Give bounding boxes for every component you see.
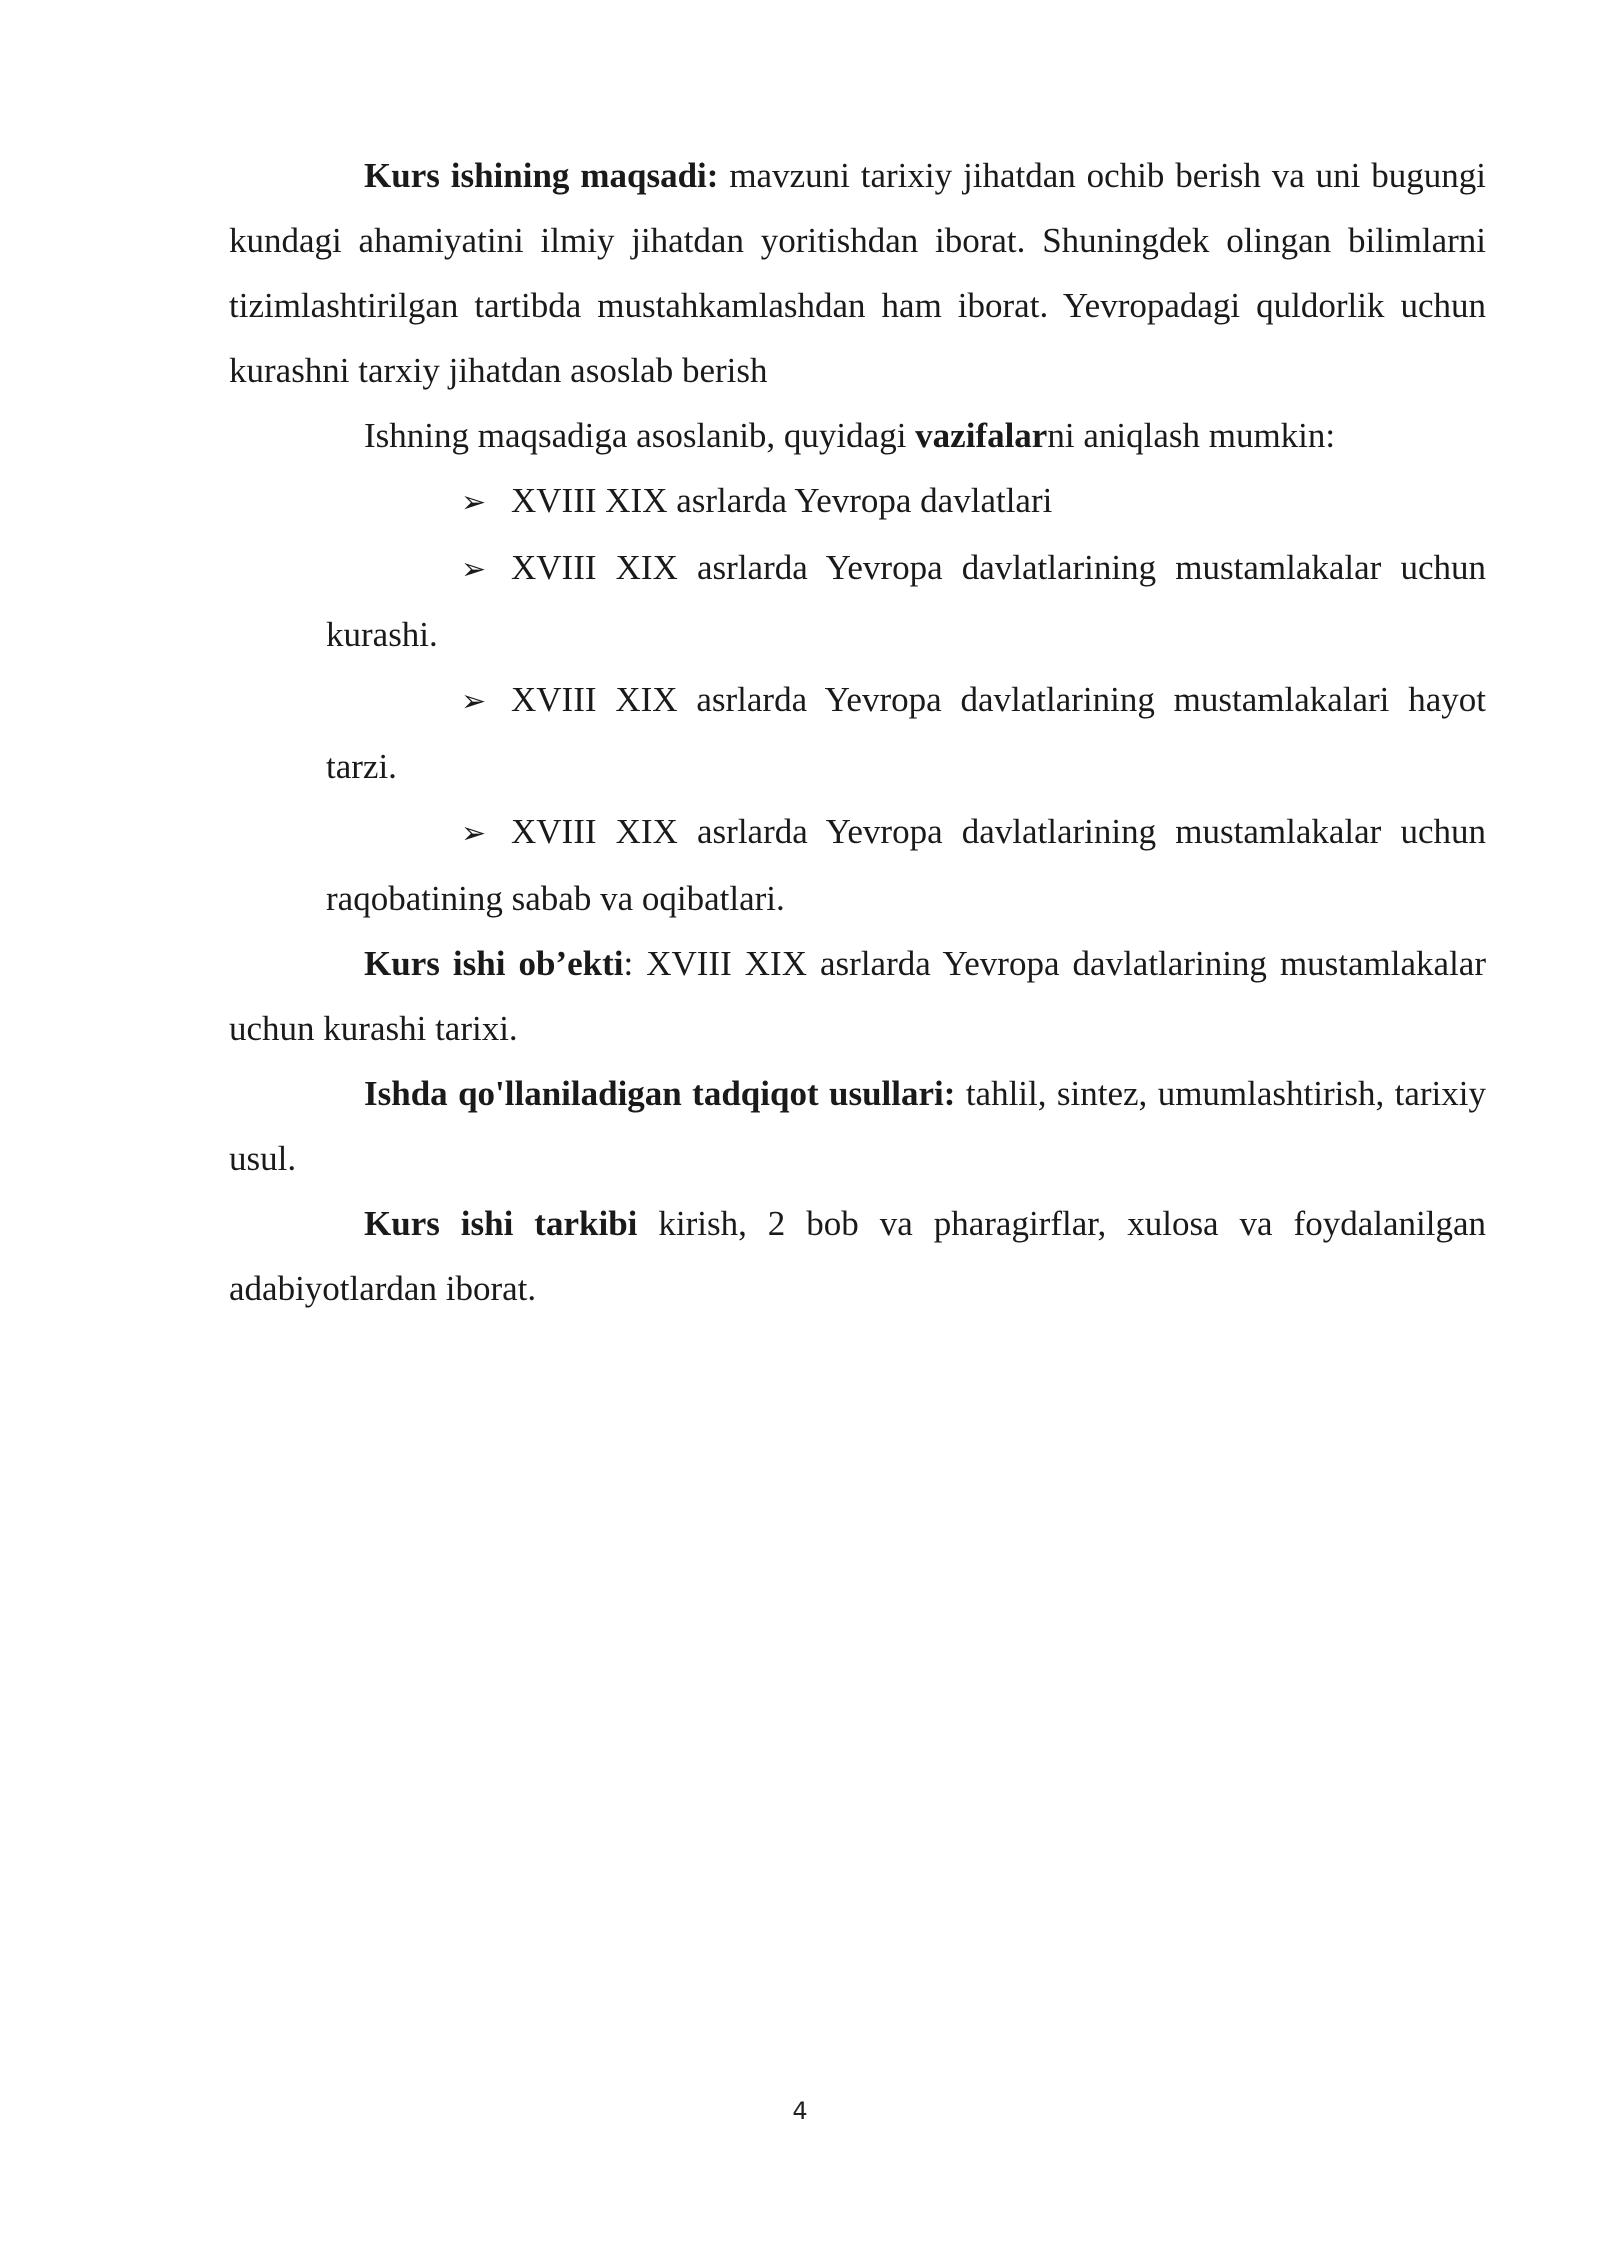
tasks-intro-paragraph — [229, 403, 1486, 468]
task-list-item — [229, 535, 1486, 667]
page-number: 4 — [792, 2097, 808, 2125]
page-body — [229, 143, 1486, 1321]
tasks-intro-before: Ishning maqsadiga asoslanib, quyidagi — [364, 416, 916, 455]
object-text: : XVIII XIX asrlarda Yevropa davlatlarining mustamlakalar uchun kurashi tarixi. — [229, 944, 1486, 1048]
task-text: XVIII XIX asrlarda Yevropa davlatlarining mustamlakalar uchun raqobatining sabab va oqibatlari. — [326, 812, 1486, 918]
task-text: XVIII XIX asrlarda Yevropa davlatlari — [511, 481, 1053, 520]
structure-label: Kurs ishi tarkibi — [364, 1204, 638, 1243]
arrowhead-bullet-icon: ➢ — [461, 684, 487, 719]
arrowhead-bullet-icon: ➢ — [461, 816, 487, 851]
task-list-item — [229, 667, 1486, 799]
object-label: Kurs ishi ob’ekti — [364, 944, 624, 983]
task-text: XVIII XIX asrlarda Yevropa davlatlarining mustamlakalari hayot tarzi. — [326, 680, 1486, 786]
task-text: XVIII XIX asrlarda Yevropa davlatlarining mustamlakalar uchun kurashi. — [326, 548, 1486, 654]
goal-text: mavzuni tarixiy jihatdan ochib berish va uni bugungi kundagi ahamiyatini ilmiy jihatdan yoritishdan iborat. Shuningdek olingan bilimlarni tizimlashtirilgan tartibda mustahkamlashdan ham iborat. Yevropadagi quldorlik uchun kurashni tarxiy jihatdan asoslab berish — [229, 156, 1486, 390]
tasks-intro-bold: vazifalar — [915, 416, 1048, 455]
goal-paragraph — [229, 143, 1486, 403]
methods-text: tahlil, sintez, umumlashtirish, tarixiy usul. — [229, 1074, 1486, 1178]
arrowhead-bullet-icon: ➢ — [461, 485, 487, 520]
task-list-item — [229, 799, 1486, 931]
methods-label: Ishda qo'llaniladigan tadqiqot usullari: — [364, 1074, 956, 1113]
task-list-item — [229, 468, 1486, 535]
structure-paragraph — [229, 1191, 1486, 1321]
methods-paragraph — [229, 1061, 1486, 1191]
goal-label: Kurs ishining maqsadi: — [364, 156, 719, 195]
tasks-intro-after: ni aniqlash mumkin: — [1047, 416, 1336, 455]
object-paragraph — [229, 931, 1486, 1061]
structure-text: kirish, 2 bob va pharagirflar, xulosa va foydalanilgan adabiyotlardan iborat. — [229, 1204, 1486, 1308]
arrowhead-bullet-icon: ➢ — [461, 552, 487, 587]
